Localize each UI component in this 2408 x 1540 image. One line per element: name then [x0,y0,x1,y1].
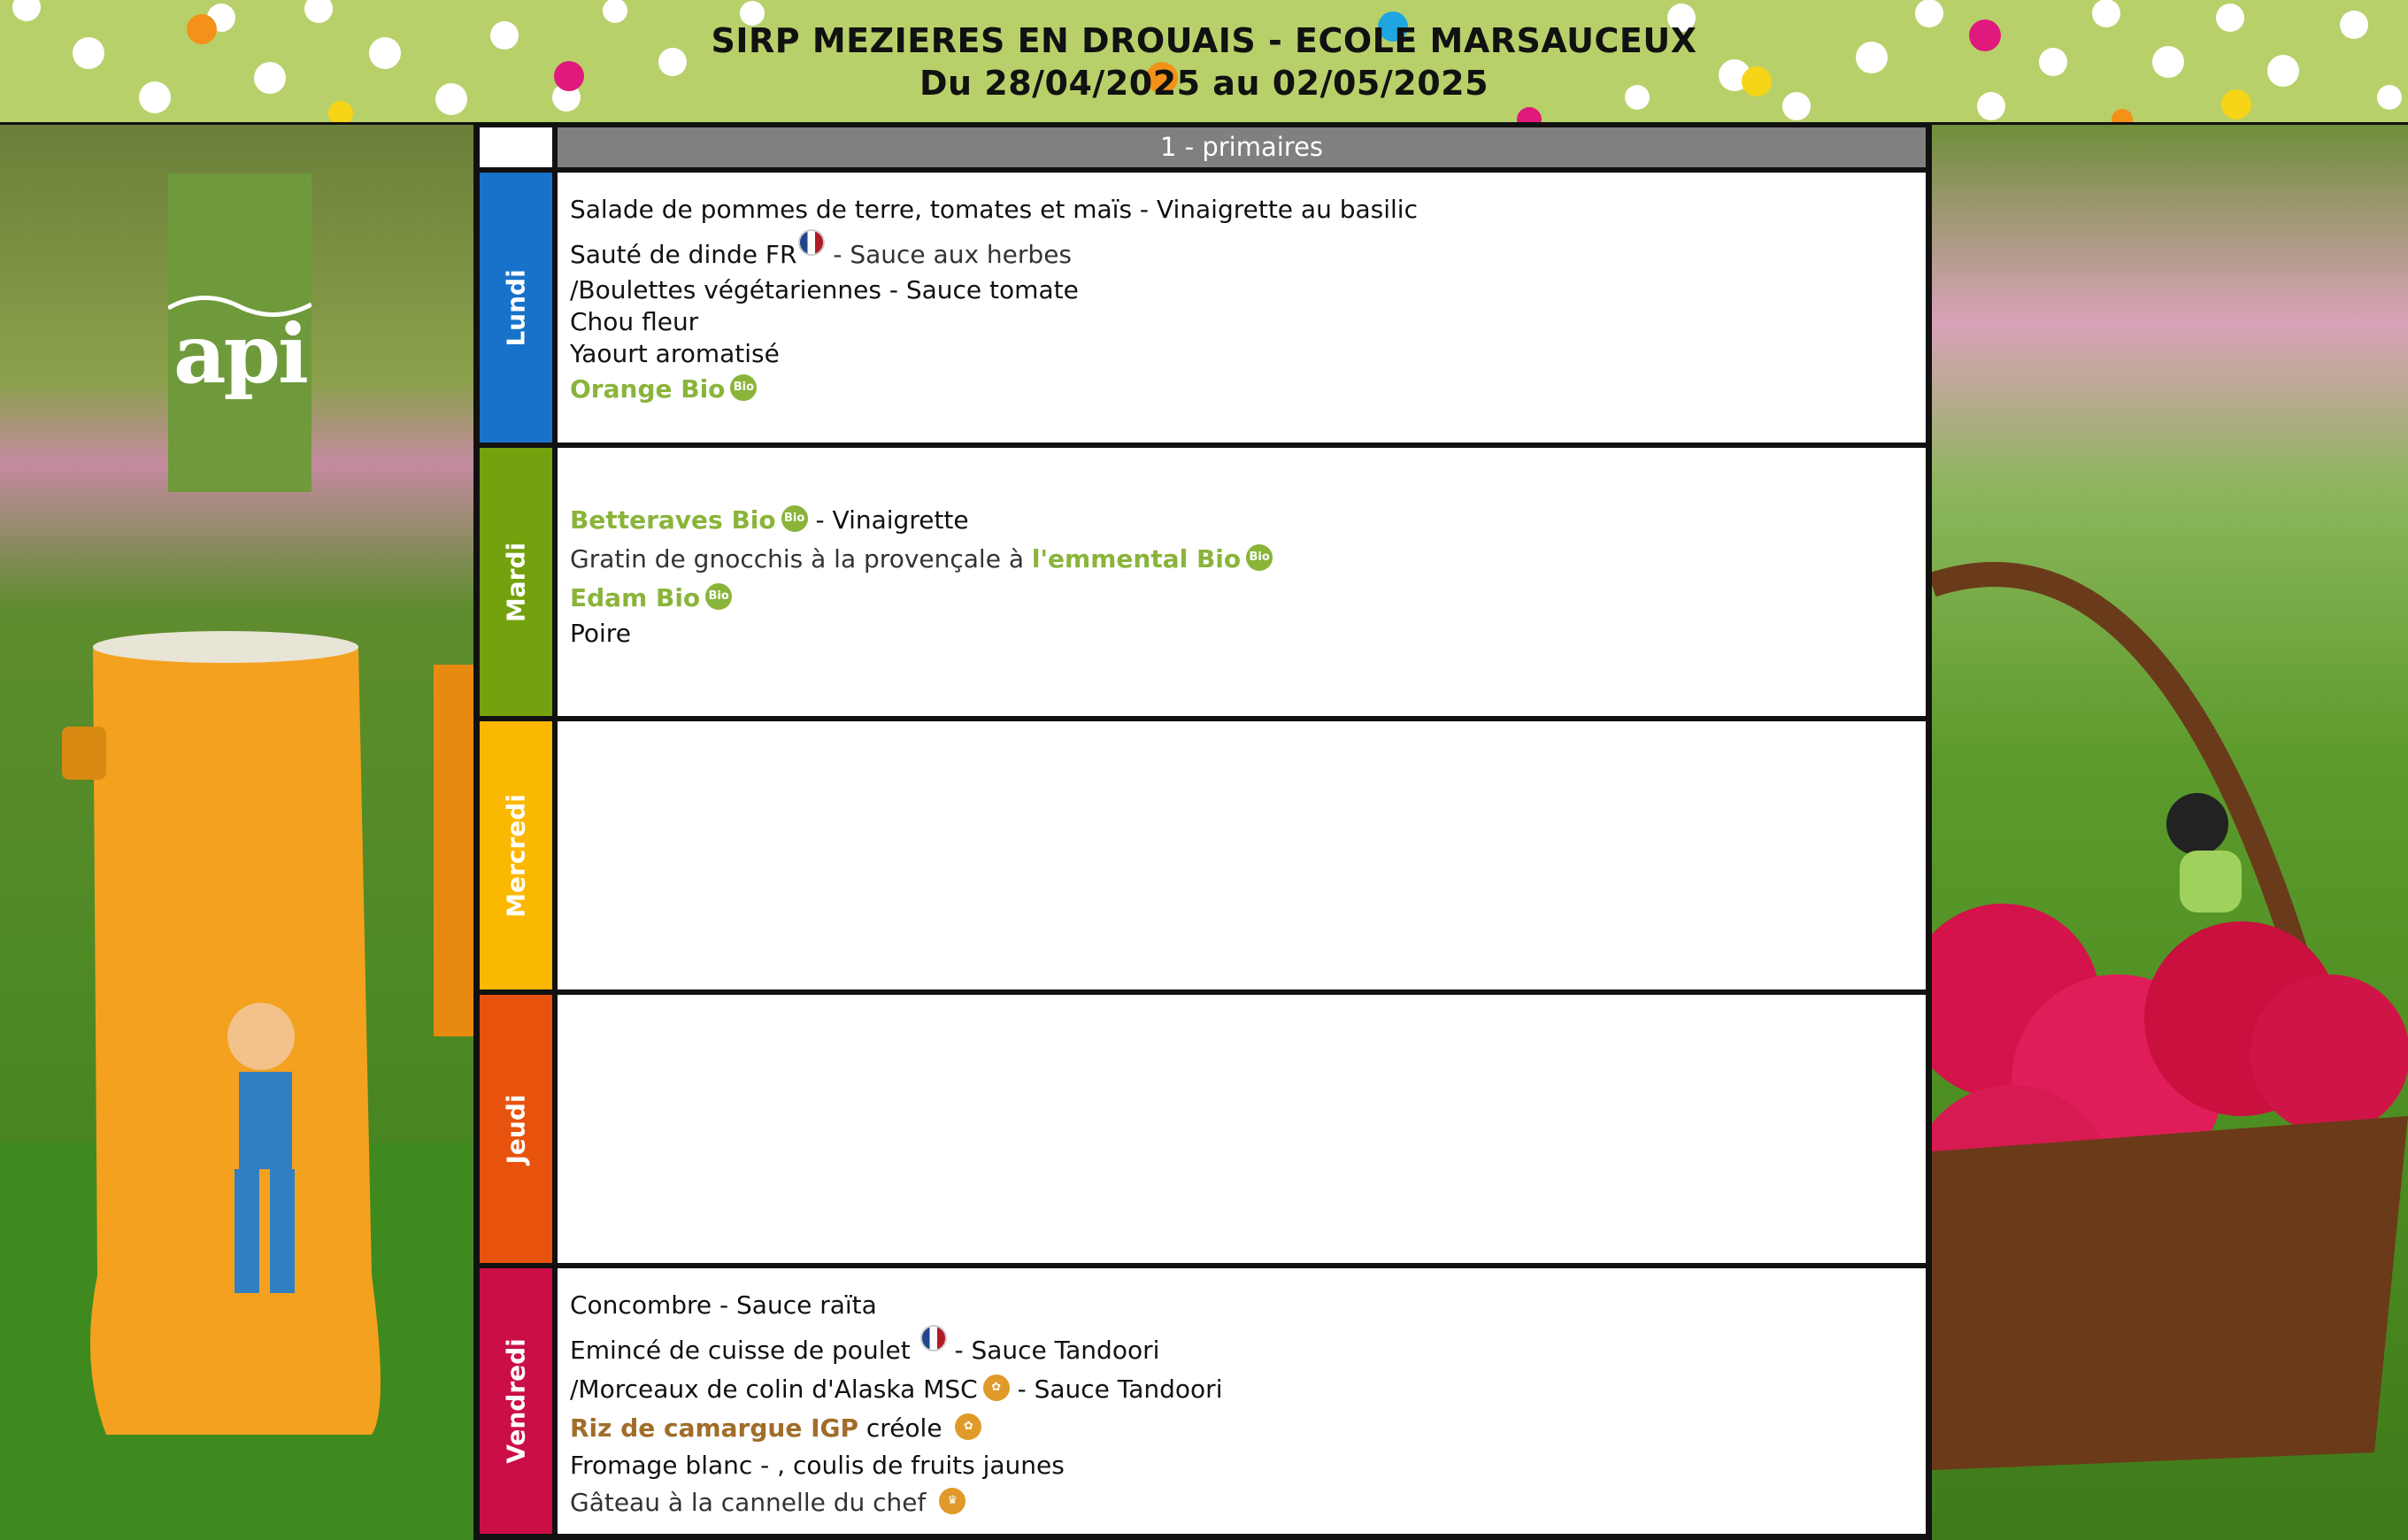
left-decor-photo [0,125,473,1540]
polka-dot-pattern [0,0,2408,122]
bio-label-icon: Bio [730,374,757,401]
day-cell-mercredi [558,721,1926,989]
dish: /Morceaux de colin d'Alaska MSC ✿ - Sauce Tandoori [570,1374,1223,1404]
day-label-lundi: Lundi [480,173,552,443]
dish: Poire [570,619,631,648]
dish: Edam Bio Bio [558,579,1926,618]
france-flag-icon [920,1325,947,1351]
day-label-mardi: Mardi [480,448,552,716]
dish: Fromage blanc - , coulis de fruits jaunes [570,1451,1065,1480]
dish: Emincé de cuisse de poulet - Sauce Tandoori [558,1325,1926,1370]
day-label-jeudi: Jeudi [480,995,552,1263]
day-cell-jeudi [558,995,1926,1263]
page-title: SIRP MEZIERES EN DROUAIS - ECOLE MARSAUCEUX [711,21,1697,60]
chef-hat-icon: ♛ [939,1488,966,1514]
dish: Concombre - Sauce raïta [570,1290,877,1320]
date-range: Du 28/04/2025 au 02/05/2025 [919,64,1489,103]
dish: Gâteau à la cannelle du chef ♛ [558,1483,1926,1522]
bio-label-icon: Bio [705,583,732,610]
dish: Gratin de gnocchis à la provençale à l'emmental Bio Bio [558,540,1926,579]
quality-label-icon: ✿ [983,1374,1010,1401]
dish: Chou fleur [570,307,699,336]
dish: Orange Bio Bio [558,370,1926,409]
dish: /Boulettes végétariennes - Sauce tomate [570,275,1079,304]
day-label-vendredi: Vendredi [480,1268,552,1534]
dish: Sauté de dinde FR - Sauce aux herbes [558,229,1926,274]
quality-label-icon: ✿ [955,1413,981,1440]
france-flag-icon [798,229,825,256]
dish: Betteraves Bio Bio - Vinaigrette [570,505,969,535]
dish: Riz de camargue IGP créole ✿ [558,1409,1926,1448]
api-logo: api [168,173,312,492]
day-label-mercredi: Mercredi [480,721,552,989]
column-header: 1 - primaires [558,127,1926,167]
menu-table [473,125,1932,1540]
day-cell-lundi [558,173,1926,443]
page-header [0,0,2408,125]
bio-label-icon: Bio [1246,544,1273,571]
dish: Yaourt aromatisé [570,339,780,368]
bio-label-icon: Bio [781,505,808,532]
table-corner-cell [480,127,552,167]
apple-basket-illustration [1932,125,2408,1540]
right-decor-photo [1932,125,2408,1540]
day-cell-mardi [558,448,1926,716]
dish: Salade de pommes de terre, tomates et maïs - Vinaigrette au basilic [570,195,1418,224]
day-cell-vendredi [558,1268,1926,1534]
